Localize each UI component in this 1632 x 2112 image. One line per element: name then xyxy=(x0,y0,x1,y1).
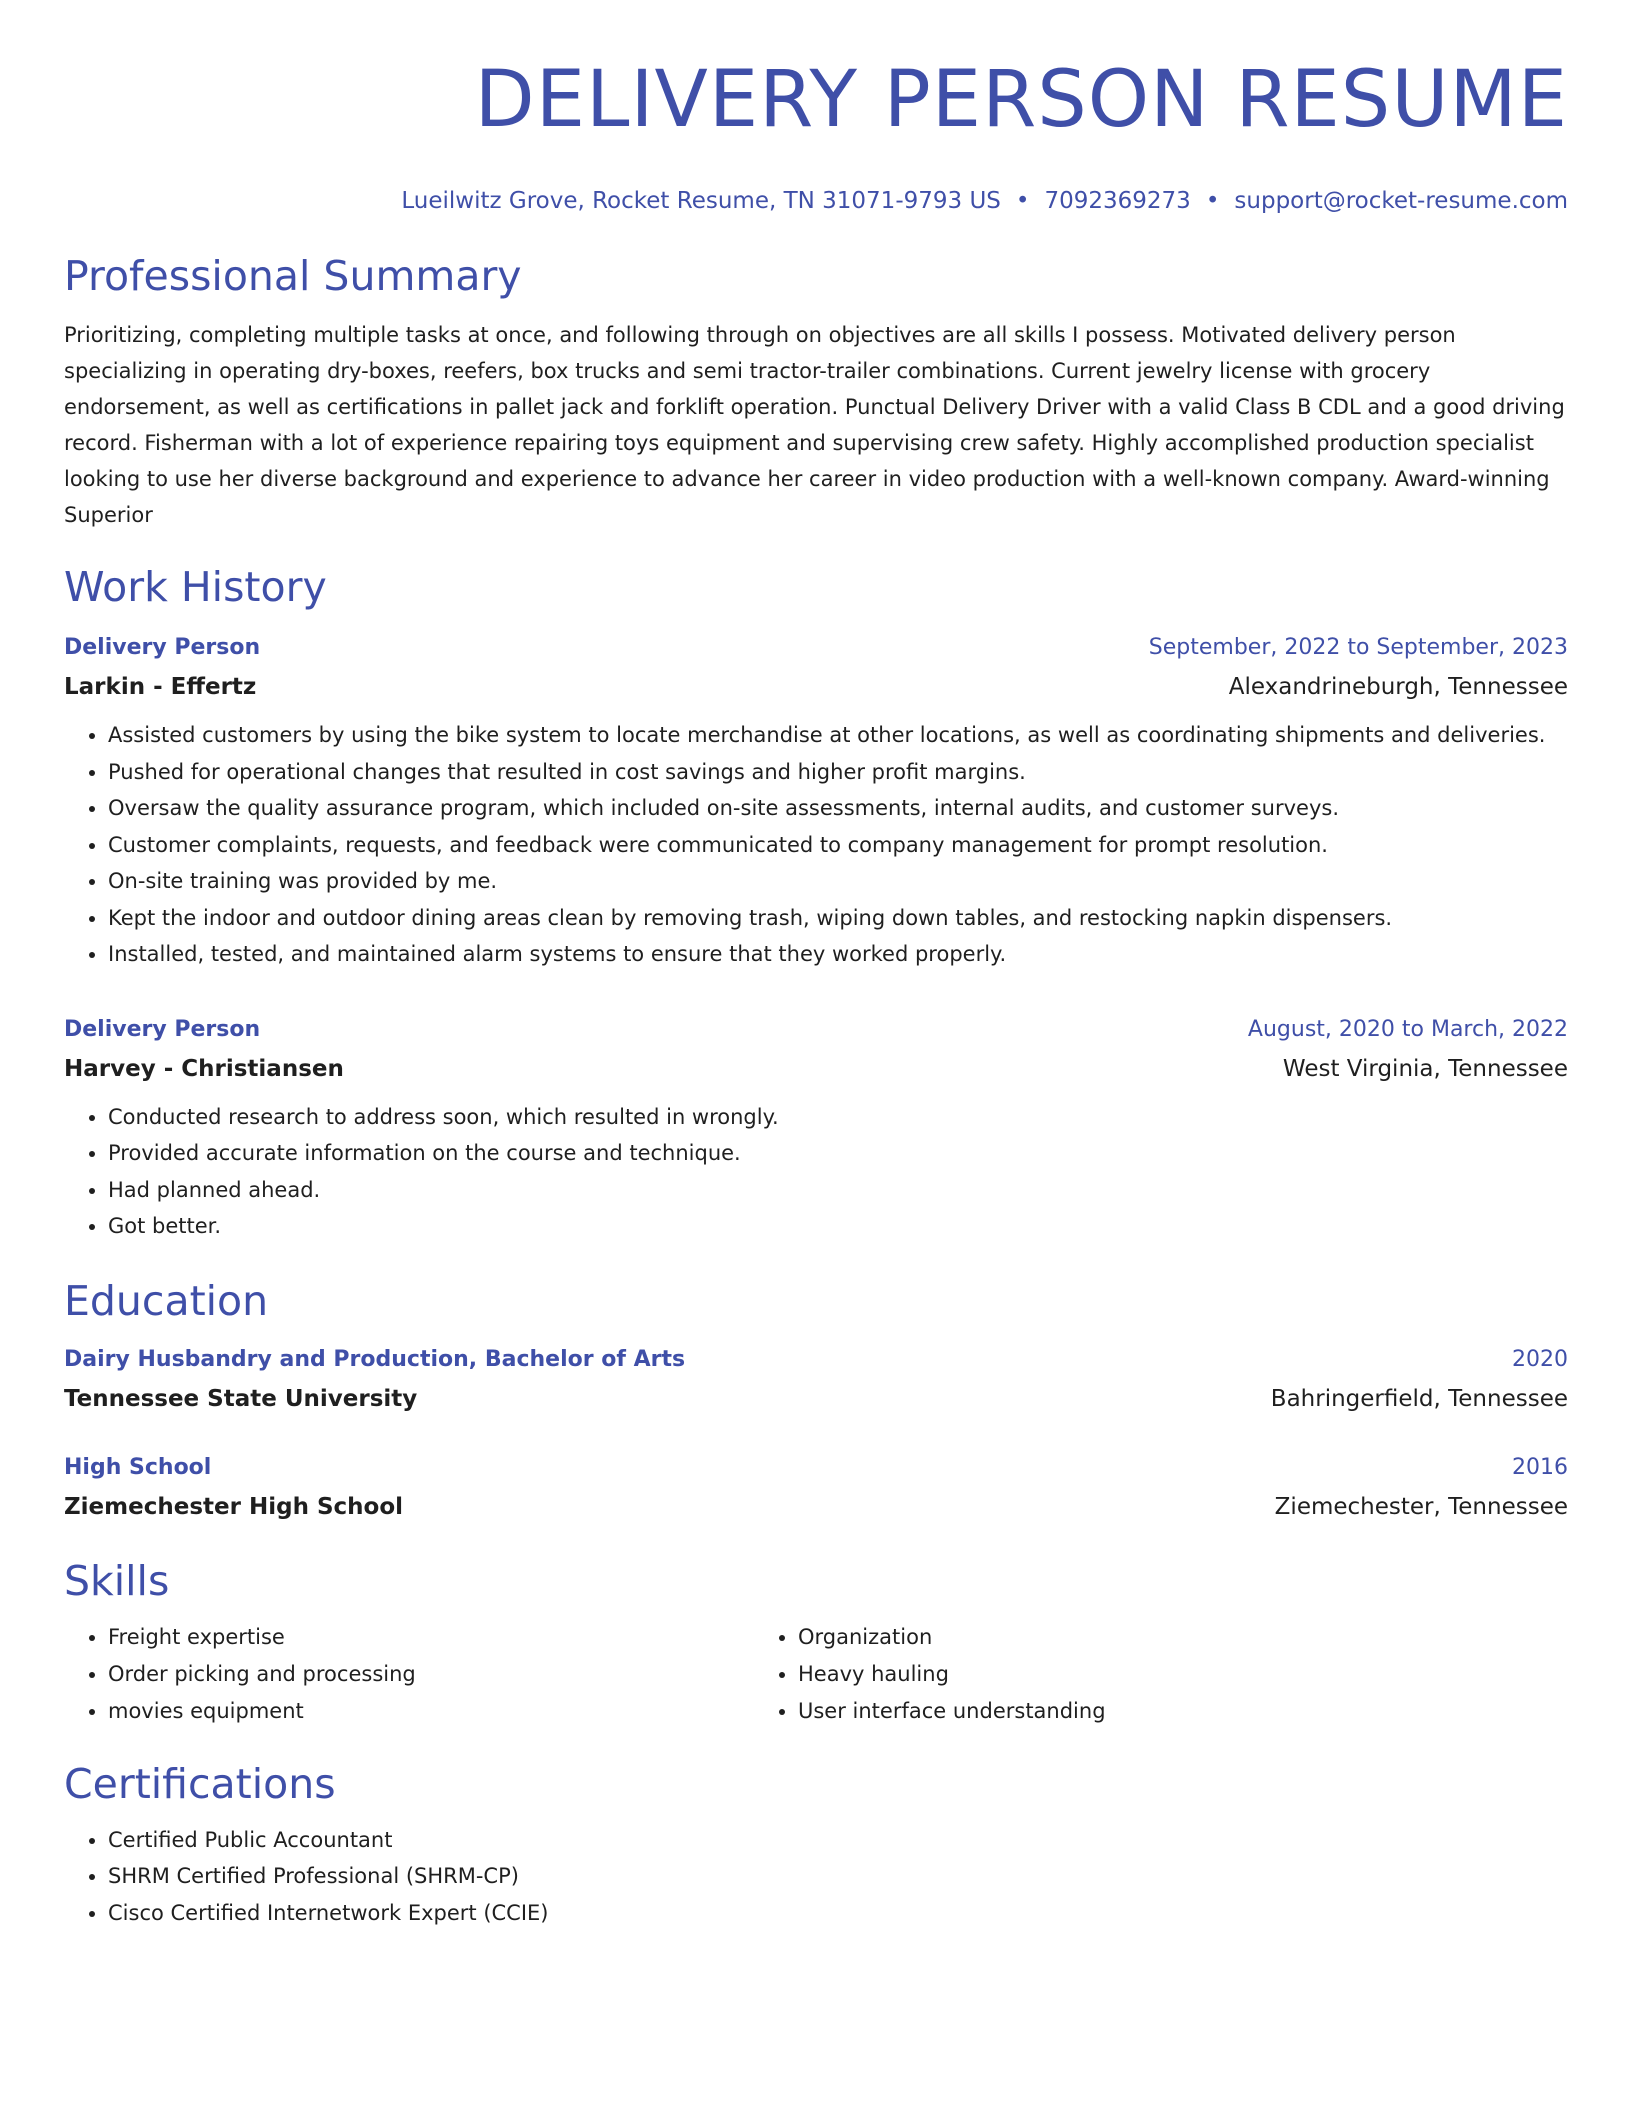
job-entry xyxy=(64,629,1568,973)
job-bullet-item: • Kept the indoor and outdoor dining areas clean by removing trash, wiping down tables, and restocking napkin dispensers. xyxy=(108,900,1568,937)
job-bullet-item: • On-site training was provided by me. xyxy=(108,863,1568,900)
education-degree: High School xyxy=(64,1454,212,1480)
job-dates: September, 2022 to September, 2023 xyxy=(1148,635,1568,660)
contact-address: Lueilwitz Grove, Rocket Resume, TN 31071-9793 US xyxy=(401,188,1001,214)
skill-item: • Order picking and processing xyxy=(108,1656,754,1693)
job-bullets xyxy=(64,1099,1568,1245)
skill-item: • User interface understanding xyxy=(798,1693,1454,1730)
job-bullet-item: • Got better. xyxy=(108,1208,1568,1245)
skill-item: • Freight expertise xyxy=(108,1619,754,1656)
education-entry xyxy=(64,1341,1568,1419)
contact-separator: • xyxy=(1205,188,1220,214)
certification-item: • SHRM Certified Professional (SHRM-CP) xyxy=(108,1858,1568,1895)
skills-column-1 xyxy=(64,1619,754,1730)
job-dates: August, 2020 to March, 2022 xyxy=(1247,1016,1568,1042)
job-role: Delivery Person xyxy=(64,635,261,660)
job-bullet-item: • Assisted customers by using the bike system to locate merchandise at other locations, as well as coordinating shipments and deliveries. xyxy=(108,717,1568,754)
contact-phone: 7092369273 xyxy=(1044,188,1191,214)
job-bullet-item: • Had planned ahead. xyxy=(108,1172,1568,1209)
job-bullet-item: • Installed, tested, and maintained alarm systems to ensure that they worked properly. xyxy=(108,936,1568,973)
education-school: Tennessee State University xyxy=(64,1385,418,1412)
contact-line xyxy=(64,186,1568,216)
resume-title: DELIVERY PERSON RESUME xyxy=(474,55,1568,145)
education-year: 2020 xyxy=(1512,1346,1568,1372)
skill-item: • Organization xyxy=(798,1619,1454,1656)
education-year: 2016 xyxy=(1512,1454,1568,1480)
job-location: West Virginia, Tennessee xyxy=(1282,1055,1568,1082)
skills-column-2 xyxy=(754,1619,1454,1730)
job-company: Larkin - Effertz xyxy=(64,674,257,700)
job-company: Harvey - Christiansen xyxy=(64,1055,344,1082)
summary-text: Prioritizing, completing multiple tasks at once, and following through on objectives are all skills I possess. Motivated delivery person specializing in operating dry-boxes, reefers, box trucks and semi tractor-trailer combinations. Current jewelry license with grocery endorsement, as well as certifications in pallet jack and forklift operation. Punctual Delivery Driver with a valid Class B CDL and a good driving record. Fisherman with a lot of experience repairing toys equipment and supervising crew safety. Highly accomplished production specialist looking to use her diverse background and experience to advance her career in video production with a well-known company. Award-winning Superior xyxy=(64,323,1565,527)
section-heading-education: Education xyxy=(64,1276,269,1325)
certification-item: • Certified Public Accountant xyxy=(108,1822,1568,1859)
education-location: Bahringerfield, Tennessee xyxy=(1270,1385,1568,1412)
skills-grid xyxy=(64,1619,1568,1730)
section-heading-certifications: Certifications xyxy=(64,1759,336,1808)
education-section xyxy=(64,1275,1568,1527)
education-school: Ziemechester High School xyxy=(64,1493,404,1520)
section-heading-skills: Skills xyxy=(64,1556,170,1605)
job-role: Delivery Person xyxy=(64,1016,261,1042)
contact-email[interactable]: support@rocket-resume.com xyxy=(1234,188,1568,214)
job-bullet-item: • Conducted research to address soon, which resulted in wrongly. xyxy=(108,1099,1568,1136)
certifications-list xyxy=(64,1822,1568,1932)
certifications-section xyxy=(64,1758,1568,1932)
professional-summary-section xyxy=(64,250,1568,533)
section-heading-summary: Professional Summary xyxy=(64,252,522,300)
education-degree: Dairy Husbandry and Production, Bachelor of Arts xyxy=(64,1346,686,1372)
job-bullet-item: • Customer complaints, requests, and feedback were communicated to company management for prompt resolution. xyxy=(108,827,1568,864)
work-history-section xyxy=(64,561,1568,1245)
contact-separator: • xyxy=(1015,188,1030,214)
job-location: Alexandrineburgh, Tennessee xyxy=(1228,674,1568,700)
skill-item: • movies equipment xyxy=(108,1693,754,1730)
job-bullet-item: • Provided accurate information on the course and technique. xyxy=(108,1135,1568,1172)
education-location: Ziemechester, Tennessee xyxy=(1274,1493,1568,1520)
resume-header xyxy=(64,52,1568,216)
job-bullet-item: • Oversaw the quality assurance program, which included on-site assessments, internal audits, and customer surveys. xyxy=(108,790,1568,827)
education-entry xyxy=(64,1449,1568,1527)
job-bullets xyxy=(64,717,1568,973)
certification-item: • Cisco Certified Internetwork Expert (CCIE) xyxy=(108,1895,1568,1932)
job-entry xyxy=(64,1011,1568,1245)
skill-item: • Heavy hauling xyxy=(798,1656,1454,1693)
skills-section xyxy=(64,1555,1568,1730)
section-heading-work-history: Work History xyxy=(64,563,327,611)
job-bullet-item: • Pushed for operational changes that resulted in cost savings and higher profit margins. xyxy=(108,754,1568,791)
